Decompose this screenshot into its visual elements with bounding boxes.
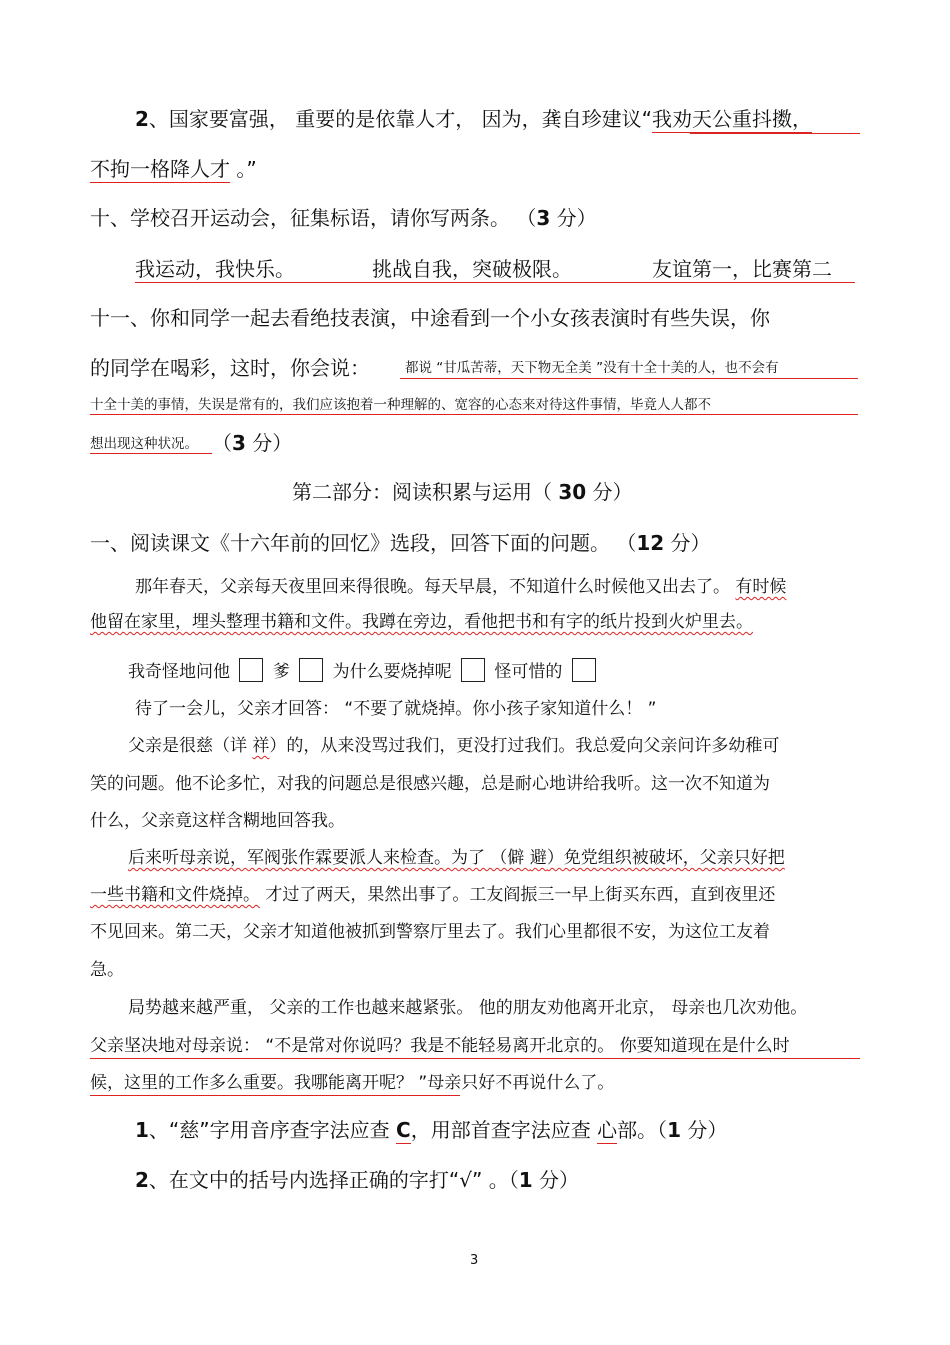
passage-p3: 待了一会儿，父亲才回答： “不要了就烧掉。你小孩子家知道什么！ ” [135,699,657,719]
reading-question-1: 一、阅读课文《十六年前的回忆》选段，回答下面的问题。 （12 分） [90,531,711,555]
question-11-line1: 十一、你和同学一起去看绝技表演，中途看到一个小女孩表演时有些失误，你 [90,306,770,330]
slogan-3: 友谊第一，比赛第二 [652,257,832,281]
passage-p4-line2: 笑的问题。他不论多忙，对我的问题总是很感兴趣，总是耐心地讲给我听。这一次不知道为 [90,774,770,794]
answer-quote-part1: 我劝天公重抖擞， [652,107,812,131]
sub-question-2: 2、在文中的括号内选择正确的字打“√” 。（1 分） [135,1168,580,1192]
item-number: 2 [135,107,149,131]
slogan-underline [135,282,855,283]
passage-p6-line3: 候，这里的工作多么重要。我哪能离开呢？ ”母亲只好不再说什么了。 [90,1073,615,1093]
answer-underline [690,133,860,134]
passage-p1-line2: 他留在家里，埋头整理书籍和文件。我蹲在旁边，看他把书和有字的纸片投到火炉里去。 [90,612,753,632]
passage-p5-line3: 不见回来。第二天，父亲才知道他被抓到警察厅里去了。我们心里都很不安，为这位工友着 [90,922,770,942]
page-number: 3 [470,1253,479,1268]
sub-question-1: 1、“慈”字用音序查字法应查 C，用部首查字法应查 心部。（1 分） [135,1118,728,1142]
passage-p6-line1: 局势越来越严重， 父亲的工作也越来越紧张。 他的朋友劝他离开北京， 母亲也几次劝他。 [128,998,808,1018]
passage-p5-line4: 急。 [90,960,124,980]
answer-character-bi: 避 [529,848,547,868]
passage-p1-line1: 那年春天，父亲每天夜里回来得很晚。每天早晨，不知道什么时候他又出去了。 有时候 [135,577,787,597]
answer-radical: 心 [597,1118,618,1142]
punctuation-box-4[interactable] [572,658,596,682]
answer-11-underline2 [90,414,858,415]
slogan-1: 我运动，我快乐。 [135,257,295,281]
answer-quote-part2: 不拘一格降人才 [90,157,230,181]
passage-p6-line2: 父亲坚决地对母亲说： “不是常对你说吗？我是不能轻易离开北京的。 你要知道现在是什么时 [90,1036,790,1056]
punctuation-box-1[interactable] [239,658,263,682]
punctuation-box-3[interactable] [461,658,485,682]
question-10: 十、学校召开运动会，征集标语，请你写两条。 （3 分） [90,206,597,230]
passage-p2: 我奇怪地问他 爹 为什么要烧掉呢 怪可惜的 [128,658,600,682]
passage-p4-line3: 什么，父亲竟这样含糊地回答我。 [90,811,345,831]
answer-character-xiang: 祥 [252,736,270,756]
passage-p5-line2: 一些书籍和文件烧掉。 才过了两天，果然出事了。工友阎振三一早上街买东西，直到夜里还 [90,885,776,905]
answer-11-line2: 十全十美的事情，失误是常有的，我们应该抱着一种理解的、宽容的心态来对待这件事情，毕竟人人都不 [90,397,711,413]
question-11-score: （3 分） [212,431,293,455]
answer-initial-letter: C [396,1118,411,1142]
answer-11-line3: 想出现这种状况。 [90,436,212,452]
slogan-2: 挑战自我，突破极限。 [372,257,572,281]
slogan-2-line [372,257,572,281]
question-11-line2: 的同学在喝彩，这时，你会说： [90,356,370,380]
slogan-answers [135,257,295,281]
passage-p6-underline1 [90,1058,860,1059]
answer-11-underline1 [400,378,858,379]
section-heading-part2: 第二部分：阅读积累与运用（ 30 分） [292,480,633,504]
passage-p4-line1: 父亲是很慈（详 祥）的，从来没骂过我们，更没打过我们。我总爱向父亲问许多幼稚可 [128,736,780,756]
question-line-talent-cont: 不拘一格降人才 。” [90,157,257,181]
answer-11-line1: 都说 “甘瓜苦蒂，天下物无全美 ”没有十全十美的人，也不会有 [405,360,779,376]
question-line-talent: 2、国家要富强， 重要的是依靠人才， 因为，龚自珍建议“我劝天公重抖擞， [135,107,812,131]
passage-p5-line1: 后来听母亲说，军阀张作霖要派人来检查。为了 （僻 避）免党组织被破坏，父亲只好把 [128,848,785,868]
punctuation-box-2[interactable] [299,658,323,682]
passage-p6-underline2 [90,1095,460,1096]
slogan-3-line [652,257,832,281]
